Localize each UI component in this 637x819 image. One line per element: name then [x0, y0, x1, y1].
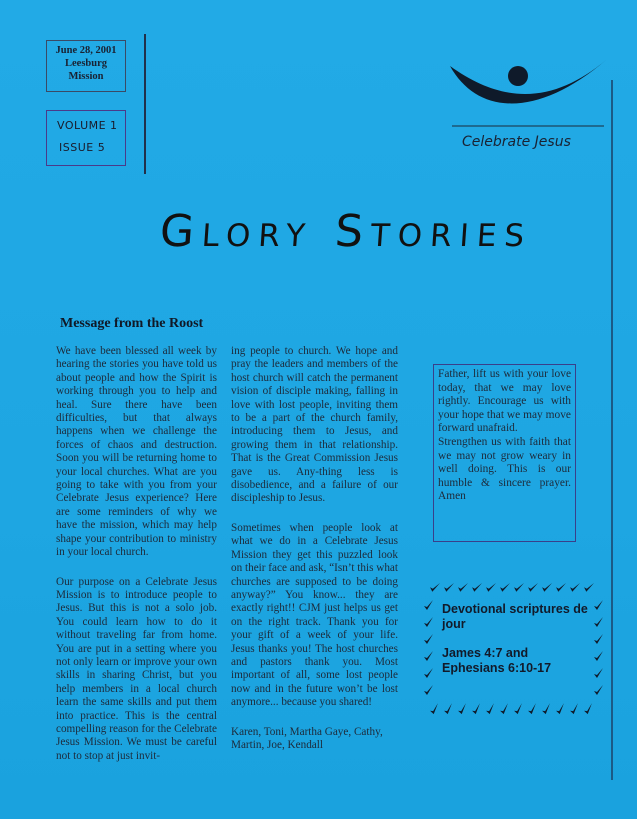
devotional-reference-1: James 4:7 and — [442, 646, 529, 660]
border-tick-icon — [527, 581, 538, 592]
border-tick-icon — [471, 703, 482, 714]
border-tick-icon — [513, 703, 524, 714]
border-tick-icon — [555, 581, 566, 592]
devotional-reference-2: Ephesians 6:10-17 — [442, 661, 552, 675]
location-line-1: Leesburg — [65, 58, 107, 69]
border-tick-icon — [541, 581, 552, 592]
border-tick-icon — [429, 703, 440, 714]
border-tick-icon — [555, 703, 566, 714]
article-paragraph: We have been blessed all week by hearing the stories you have told us about people and how the Spirit is working through you to help and heal. Sure there have been difficulties, but that always happens when we challenge the forces of chaos and destruction. Soon you will be returning home to your local churches. What are you going to take with you from your Celebrate Jesus experience? Here are some reminders of why we have the mission, which may help shape your contribution to ministry in your local church. — [56, 345, 217, 559]
article-signature: Karen, Toni, Martha Gaye, Cathy, Martin, Joe, Kendall — [231, 725, 383, 751]
devotional-title: Devotional scriptures de jour — [442, 602, 588, 631]
right-margin-rule — [611, 80, 613, 780]
border-tick-icon — [443, 703, 454, 714]
border-tick-icon — [594, 617, 603, 627]
border-tick-icon — [424, 668, 433, 678]
border-tick-icon — [594, 600, 603, 610]
article-paragraph: ing people to church. We hope and pray the leaders and members of the host church will catch the permanent vision of disciple making, falling in love with lost people, inviting them to be a part of the church family, introducing them to Jesus, and growing them in that relationship. That is the Great Commission Jesus gave us. Any-thing less is disobedience, and a failure of our discipleship to Jesus. — [231, 345, 398, 505]
border-tick-icon — [583, 703, 594, 714]
article-column-1 — [56, 345, 217, 779]
border-tick-icon — [429, 581, 440, 592]
border-tick-icon — [527, 703, 538, 714]
border-tick-icon — [443, 581, 454, 592]
border-tick-icon — [569, 703, 580, 714]
article-paragraph: Sometimes when people look at what we do in a Celebrate Jesus Mission they get this puzzled look on their face and ask, “Isn’t this what churches are supposed to be doing anyway?” You know... they are exactly right!! CJM just helps us get on the right track. Thank you for your gift of a week of your life. Jesus thanks you! The host churches and pastors thank you. Most important of all, some lost people now and in the future won’t be lost anymore... because you shared! — [231, 521, 398, 709]
border-tick-icon — [424, 685, 433, 695]
volume-issue-box — [46, 110, 126, 166]
issue-label: ISSUE 5 — [59, 141, 106, 154]
border-tick-icon — [569, 581, 580, 592]
article-paragraph: Our purpose on a Celebrate Jesus Mission is to introduce people to Jesus. But this is not a solo job. You could learn how to do it without traveling far from home. You are put in a setting where you not only learn or improve your own skills in sharing Christ, but you help members in a local church learn the same skills and put them into practice. This is the central compelling reason for the Celebrate Jesus Mission. We must be careful not to stop at just invit- — [56, 575, 217, 762]
masthead-title: Glory Stories — [158, 206, 535, 257]
location-line-2: Mission — [68, 71, 104, 82]
prayer-paragraph-2: Strengthen us with faith that we may not grow weary in well doing. This is our humble & sincere prayer. Amen — [438, 435, 571, 503]
border-tick-icon — [594, 634, 603, 644]
border-tick-icon — [499, 581, 510, 592]
border-tick-icon — [485, 581, 496, 592]
article-column-2 — [231, 345, 398, 768]
smile-figure-icon — [448, 56, 608, 136]
border-tick-icon — [424, 634, 433, 644]
border-tick-icon — [471, 581, 482, 592]
devotional-references — [442, 646, 590, 676]
article-title: Message from the Roost — [60, 316, 204, 331]
border-tick-icon — [513, 581, 524, 592]
border-tick-icon — [594, 651, 603, 661]
border-tick-icon — [457, 581, 468, 592]
prayer-box — [433, 364, 576, 542]
border-tick-icon — [424, 617, 433, 627]
border-tick-icon — [424, 600, 433, 610]
devotional-box — [420, 580, 608, 718]
border-tick-icon — [594, 685, 603, 695]
border-tick-icon — [457, 703, 468, 714]
header-divider — [144, 34, 146, 174]
tagline: Celebrate Jesus — [462, 134, 571, 150]
volume-label: VOLUME 1 — [57, 119, 118, 132]
border-tick-icon — [499, 703, 510, 714]
prayer-paragraph-1: Father, lift us with your love today, that we may love rightly. Encourage us with your hope that we may move forward unafraid. — [438, 368, 571, 435]
border-tick-icon — [485, 703, 496, 714]
border-tick-icon — [541, 703, 552, 714]
border-tick-icon — [594, 668, 603, 678]
date-box — [46, 40, 126, 92]
border-tick-icon — [424, 651, 433, 661]
border-tick-icon — [583, 581, 594, 592]
issue-date: June 28, 2001 — [55, 45, 117, 56]
